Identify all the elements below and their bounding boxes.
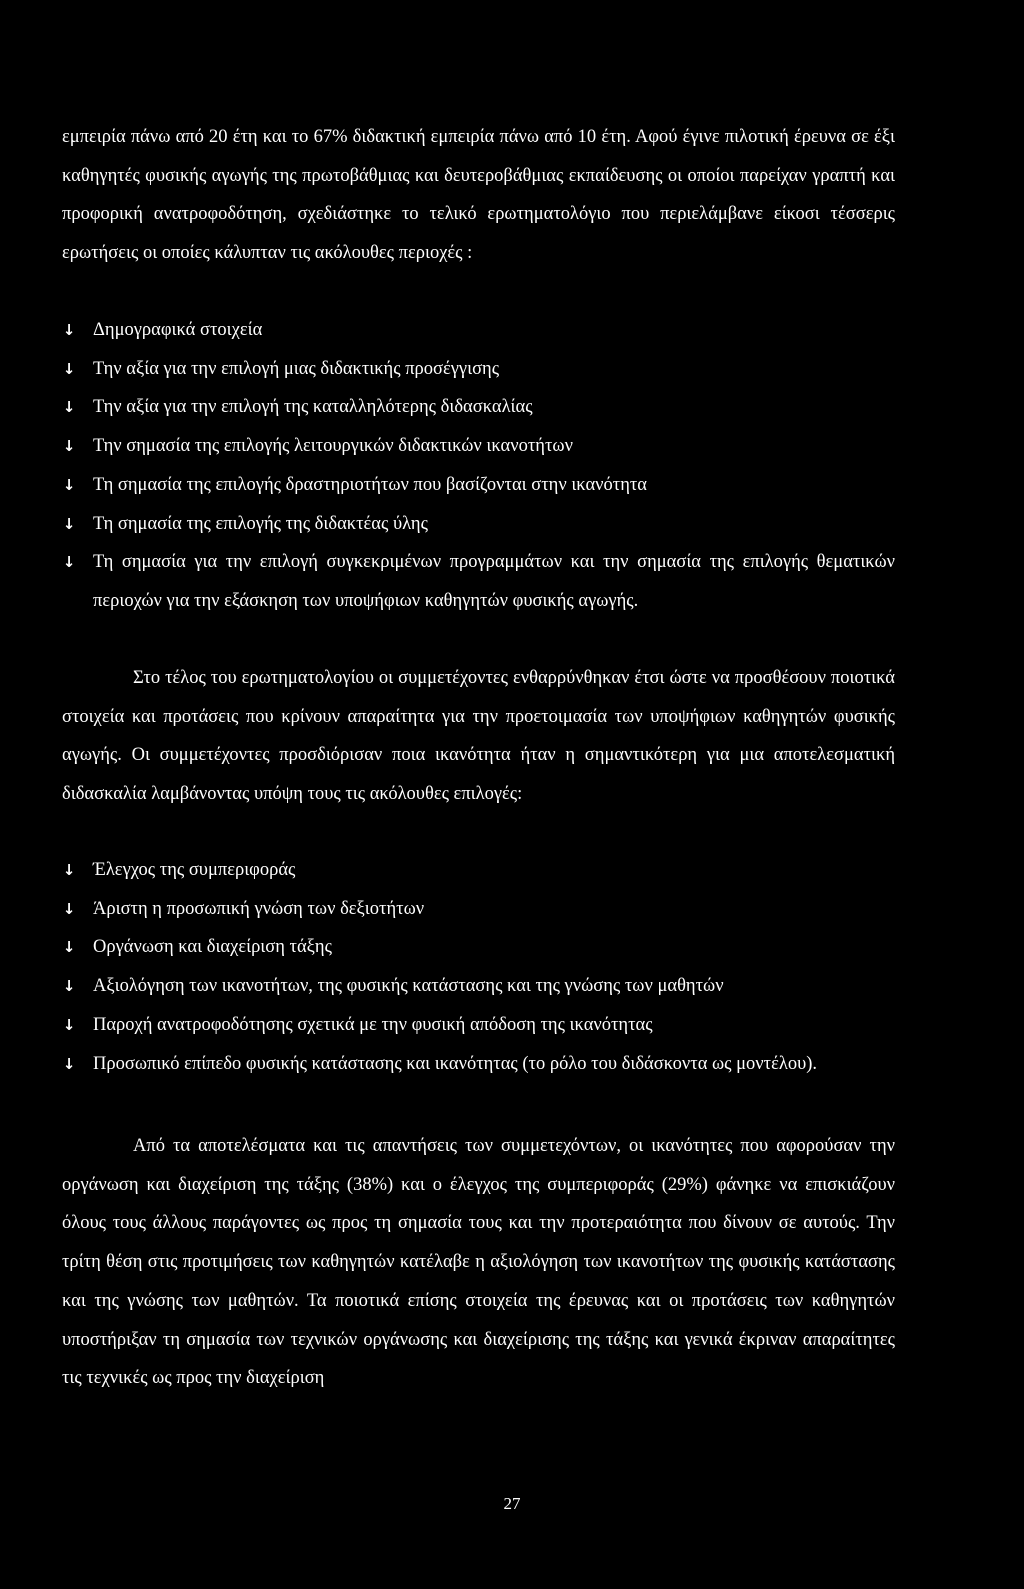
down-arrow-bullet-icon: ↓ bbox=[62, 398, 76, 417]
paragraph-text: εμπειρία πάνω από 20 έτη και το 67% διδακτική εμπειρία πάνω από 10 έτη. Αφού έγινε πιλοτική έρευνα σε έξι καθηγητές φυσικής αγωγής της πρωτοβάθμιας και δευτεροβάθμιας εκπαίδευσης οι οποίοι παρείχαν γραπτή και προφορική ανατροφοδότηση, σχεδιάστηκε το τελικό ερωτηματολόγιο που περιελάμβανε είκοσι τέσσερις ερωτήσεις οι οποίες κάλυπταν τις ακόλουθες περιοχές : bbox=[62, 127, 895, 264]
list-item-text: Την σημασία της επιλογής λειτουργικών διδακτικών ικανοτήτων bbox=[93, 436, 573, 457]
list-item-text: Προσωπικό επίπεδο φυσικής κατάστασης και ικανότητας (το ρόλο του διδάσκοντα ως μοντέλου). bbox=[93, 1053, 818, 1074]
down-arrow-bullet-icon: ↓ bbox=[62, 475, 76, 494]
down-arrow-bullet-icon: ↓ bbox=[62, 1015, 76, 1034]
list-item bbox=[62, 350, 895, 389]
competence-paragraph bbox=[62, 659, 895, 814]
down-arrow-bullet-icon: ↓ bbox=[62, 938, 76, 957]
list-item bbox=[62, 1006, 895, 1045]
down-arrow-bullet-icon: ↓ bbox=[62, 977, 76, 996]
down-arrow-bullet-icon: ↓ bbox=[62, 861, 76, 879]
list-item bbox=[62, 967, 895, 1006]
down-arrow-bullet-icon: ↓ bbox=[62, 514, 76, 533]
list-item bbox=[62, 388, 895, 427]
down-arrow-bullet-icon: ↓ bbox=[62, 321, 76, 339]
list-item-text: Την αξία για την επιλογή της καταλληλότερης διδασκαλίας bbox=[93, 397, 533, 418]
list-item-text: Άριστη η προσωπική γνώση των δεξιοτήτων bbox=[93, 898, 425, 919]
list-item-text: Τη σημασία της επιλογής δραστηριοτήτων που βασίζονται στην ικανότητα bbox=[93, 474, 647, 495]
intro-paragraph bbox=[62, 118, 895, 273]
list-item bbox=[62, 851, 895, 890]
list-item bbox=[62, 928, 895, 967]
page-number: 27 bbox=[503, 1494, 521, 1513]
list-item-text: Οργάνωση και διαχείριση τάξης bbox=[93, 937, 332, 958]
competence-options-list bbox=[62, 851, 895, 1083]
down-arrow-bullet-icon: ↓ bbox=[62, 553, 76, 572]
list-item-text: Τη σημασία της επιλογής της διδακτέας ύλης bbox=[93, 513, 428, 534]
list-item-text: Τη σημασία για την επιλογή συγκεκριμένων προγραμμάτων και την σημασία της επιλογής θεματικών περιοχών για την εξάσκηση των υποψήφιων καθηγητών φυσικής αγωγής. bbox=[93, 552, 895, 611]
list-item bbox=[62, 311, 895, 350]
list-item bbox=[62, 427, 895, 466]
list-item-text: Έλεγχος της συμπεριφοράς bbox=[93, 860, 296, 880]
list-item-text: Την αξία για την επιλογή μιας διδακτικής προσέγγισης bbox=[93, 358, 500, 379]
questionnaire-areas-list bbox=[62, 311, 895, 621]
down-arrow-bullet-icon: ↓ bbox=[62, 437, 76, 456]
paragraph-text: Στο τέλος του ερωτηματολογίου οι συμμετέχοντες ενθαρρύνθηκαν έτσι ώστε να προσθέσουν ποιοτικά στοιχεία και προτάσεις που κρίνουν απαραίτητα για την προετοιμασία των υποψήφιων καθηγητών φυσικής αγωγής. Οι συμμετέχοντες προσδιόρισαν ποια ικανότητα ήταν η σημαντικότερη για μια αποτελεσματική διδασκαλία λαμβάνοντας υπόψη τους τις ακόλουθες επιλογές: bbox=[62, 668, 895, 805]
list-item-text: Δημογραφικά στοιχεία bbox=[93, 320, 263, 340]
list-item bbox=[62, 543, 895, 620]
list-item-text: Παροχή ανατροφοδότησης σχετικά με την φυσική απόδοση της ικανότητας bbox=[93, 1014, 653, 1035]
list-item bbox=[62, 1045, 895, 1084]
list-item bbox=[62, 466, 895, 505]
down-arrow-bullet-icon: ↓ bbox=[62, 359, 76, 378]
down-arrow-bullet-icon: ↓ bbox=[62, 899, 76, 918]
down-arrow-bullet-icon: ↓ bbox=[62, 1054, 76, 1073]
paragraph-text: Από τα αποτελέσματα και τις απαντήσεις των συμμετεχόντων, οι ικανότητες που αφορούσαν την οργάνωση και διαχείριση της τάξης (38%) και ο έλεγχος της συμπεριφοράς (29%) φάνηκε να επισκιάζουν όλους τους άλλους παράγοντες ως προς τη σημασία τους και την προτεραιότητα που δίνουν σε αυτούς. Την τρίτη θέση στις προτιμήσεις των καθηγητών κατέλαβε η αξιολόγηση των ικανοτήτων της φυσικής κατάστασης και της γνώσης των μαθητών. Τα ποιοτικά επίσης στοιχεία της έρευνας και οι προτάσεις των καθηγητών υποστήριξαν τη σημασία των τεχνικών οργάνωσης και διαχείρισης της τάξης και γενικά έκριναν απαραίτητες τις τεχνικές ως προς την διαχείριση bbox=[62, 1136, 895, 1389]
list-item bbox=[62, 890, 895, 929]
results-paragraph bbox=[62, 1127, 895, 1398]
list-item-text: Αξιολόγηση των ικανοτήτων, της φυσικής κατάστασης και της γνώσης των μαθητών bbox=[93, 976, 724, 997]
list-item bbox=[62, 505, 895, 544]
